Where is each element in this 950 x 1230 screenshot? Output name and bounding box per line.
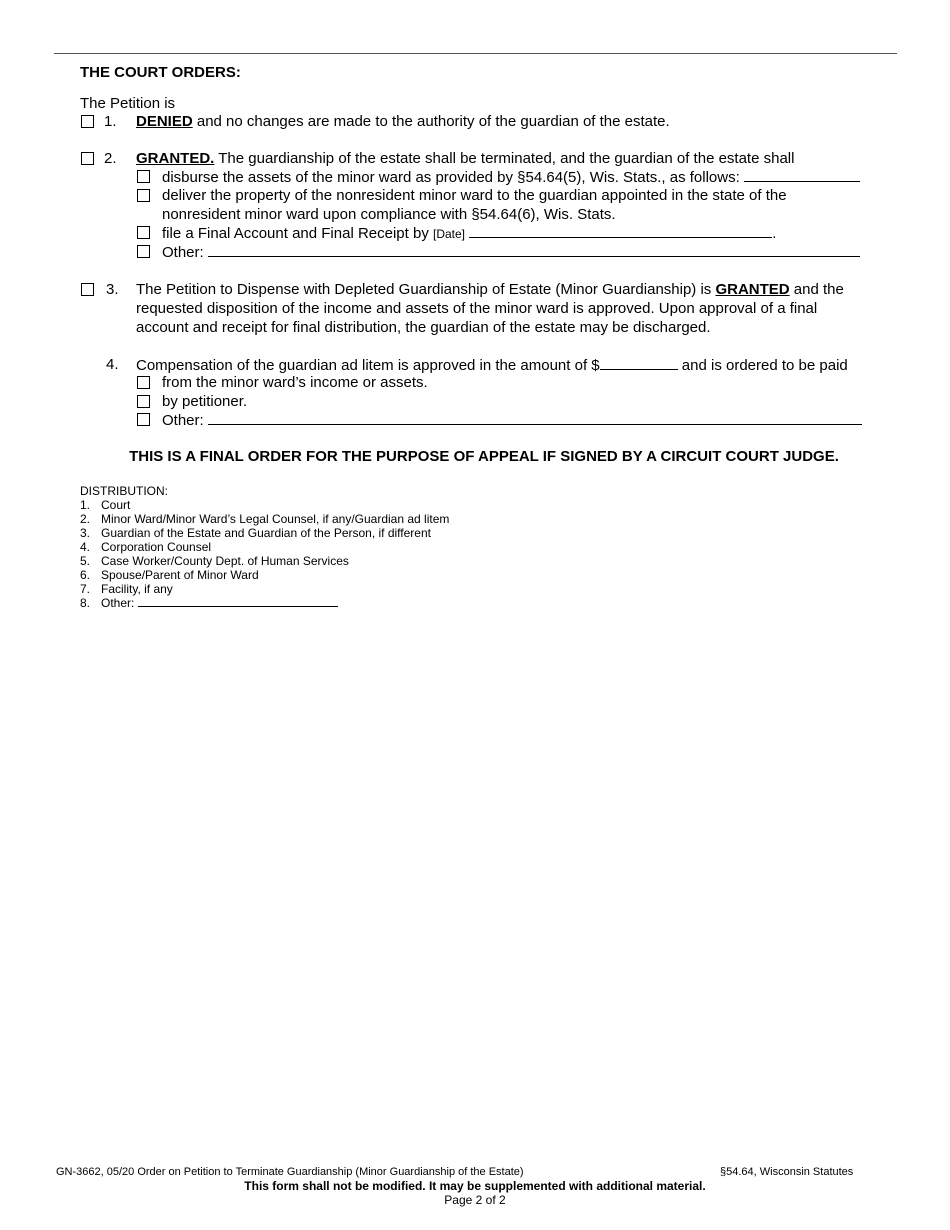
- compensation-amount-field[interactable]: [600, 356, 678, 370]
- list-item-text: Other:: [101, 596, 135, 610]
- item2-opt4: [162, 243, 860, 262]
- list-item-text: Facility, if any: [101, 582, 173, 596]
- item2-checkbox[interactable]: [81, 152, 94, 165]
- item2-opt2-line1: deliver the property of the nonresident minor ward to the guardian appointed in the state of the: [162, 187, 787, 204]
- item2-opt4-checkbox[interactable]: [137, 245, 150, 258]
- item3-number: 3.: [106, 281, 119, 298]
- item4-opt2-checkbox[interactable]: [137, 395, 150, 408]
- item2-opt1: [162, 168, 860, 187]
- section-heading: THE COURT ORDERS:: [80, 64, 241, 81]
- list-item: [80, 582, 449, 596]
- distribution-list: [80, 498, 449, 610]
- list-item-number: 4.: [80, 540, 91, 554]
- list-item-text: Guardian of the Estate and Guardian of the Person, if different: [101, 526, 431, 540]
- item1-number: 1.: [104, 113, 117, 130]
- list-item-number: 2.: [80, 512, 91, 526]
- item4-pre: Compensation of the guardian ad litem is approved in the amount of $: [136, 357, 600, 374]
- item2-number: 2.: [104, 150, 117, 167]
- item4-other-label: Other:: [162, 412, 204, 429]
- item4-opt3-checkbox[interactable]: [137, 413, 150, 426]
- item4-other-field[interactable]: [208, 411, 862, 425]
- item4-opt3: [162, 411, 862, 430]
- item2-other-label: Other:: [162, 244, 204, 261]
- item3-line1: [136, 281, 844, 299]
- item3-post: and the: [789, 281, 844, 298]
- item4-opt1: from the minor ward’s income or assets.: [162, 374, 428, 391]
- item2-opt1-checkbox[interactable]: [137, 170, 150, 183]
- list-item-number: 1.: [80, 498, 91, 512]
- list-item-text: Court: [101, 498, 131, 512]
- list-item: [80, 568, 449, 582]
- list-item-number: 5.: [80, 554, 91, 568]
- denied-label: DENIED: [136, 113, 193, 130]
- granted-label: GRANTED.: [136, 150, 215, 167]
- item1-checkbox[interactable]: [81, 115, 94, 128]
- list-item-number: 7.: [80, 582, 91, 596]
- top-rule: [54, 53, 897, 54]
- modification-notice: This form shall not be modified. It may be supplemented with additional material.: [244, 1179, 706, 1193]
- item3-pre: The Petition to Dispense with Depleted Guardianship of Estate (Minor Guardianship) is: [136, 281, 716, 298]
- list-item-number: 6.: [80, 568, 91, 582]
- distribution-title: DISTRIBUTION:: [80, 484, 169, 498]
- item2-opt2-checkbox[interactable]: [137, 189, 150, 202]
- list-item-number: 3.: [80, 526, 91, 540]
- list-item-number: 8.: [80, 596, 91, 610]
- form-id: GN-3662, 05/20 Order on Petition to Terminate Guardianship (Minor Guardianship of the Estate): [56, 1166, 524, 1178]
- item2-rest: The guardianship of the estate shall be terminated, and the guardian of the estate shall: [214, 150, 795, 167]
- item2-other-field[interactable]: [208, 243, 860, 257]
- item4-post: and is ordered to be paid: [677, 357, 848, 374]
- item1-text: [136, 113, 670, 131]
- item3-checkbox[interactable]: [81, 283, 94, 296]
- item3-line2: requested disposition of the income and assets of the minor ward is approved. Upon approval of a final: [136, 300, 818, 317]
- list-item: [80, 596, 449, 610]
- petition-intro: The Petition is: [80, 95, 176, 112]
- list-item-text: Spouse/Parent of Minor Ward: [101, 568, 259, 582]
- item4-opt2: by petitioner.: [162, 393, 248, 410]
- statute-reference: §54.64, Wisconsin Statutes: [720, 1166, 854, 1178]
- final-order-notice: THIS IS A FINAL ORDER FOR THE PURPOSE OF APPEAL IF SIGNED BY A CIRCUIT COURT JUDGE.: [129, 448, 839, 465]
- final-account-date-field[interactable]: [469, 224, 772, 238]
- date-hint: [Date]: [433, 227, 466, 241]
- list-item: [80, 526, 449, 540]
- item2-opt3-checkbox[interactable]: [137, 226, 150, 239]
- item4-line1: [136, 356, 848, 375]
- item2-opt3-text: file a Final Account and Final Receipt by: [162, 225, 429, 242]
- disburse-line-field[interactable]: [744, 168, 860, 182]
- item4-opt1-checkbox[interactable]: [137, 376, 150, 389]
- item3-line3: account and receipt for final distribution, the guardian of the estate may be discharged.: [136, 319, 711, 336]
- distribution-other-field[interactable]: [138, 596, 338, 607]
- item2-text: [136, 150, 794, 168]
- list-item-text: Case Worker/County Dept. of Human Services: [101, 554, 349, 568]
- item3-granted-label: GRANTED: [715, 281, 790, 298]
- item2-opt2-line2: nonresident minor ward upon compliance with §54.64(6), Wis. Stats.: [162, 206, 616, 223]
- item4-number: 4.: [106, 356, 119, 373]
- list-item: [80, 554, 449, 568]
- list-item-text: Corporation Counsel: [101, 540, 212, 554]
- page-number: Page 2 of 2: [444, 1193, 506, 1207]
- list-item-text: Minor Ward/Minor Ward’s Legal Counsel, if any/Guardian ad litem: [101, 512, 450, 526]
- item1-rest: and no changes are made to the authority of the guardian of the estate.: [192, 113, 670, 130]
- list-item: [80, 498, 449, 512]
- item2-opt3: file a Final Account and Final Receipt by [Date] .: [162, 225, 777, 242]
- list-item: [80, 540, 449, 554]
- item2-opt1-text: disburse the assets of the minor ward as provided by §54.64(5), Wis. Stats., as follows:: [162, 169, 740, 186]
- list-item: [80, 512, 449, 526]
